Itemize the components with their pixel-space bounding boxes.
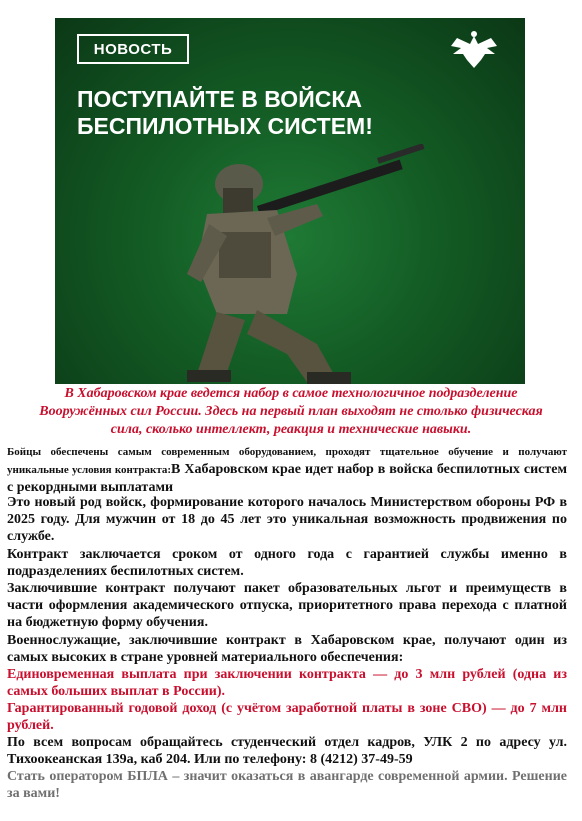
paragraph-annual-income: Гарантированный годовой доход (с учётом заработной платы в зоне СВО) — до 7 млн рублей.	[7, 701, 567, 733]
intro-large-text: В Хабаровском крае идет набор в войска беспилотных систем с рекордными выплатами	[7, 462, 567, 495]
intro-small-text: Бойцы обеспечены самым современным оборудованием, проходят тщательное обучение и получают уникальные условия контракта:	[7, 446, 567, 476]
lead-line-2: Вооружённых сил России. Здесь на первый план выходят не столько физическая	[39, 404, 543, 419]
paragraph-new-branch: Это новый род войск, формирование которого началось Министерством обороны РФ в 2025 году. Для мужчин от 18 до 45 лет это уникальная возможность продвижения по службе.	[7, 495, 567, 544]
lead-paragraph	[10, 385, 572, 439]
headline-line-1: ПОСТУПАЙТЕ В ВОЙСКА	[77, 86, 362, 112]
double-headed-eagle-icon	[447, 30, 501, 70]
poster-headline	[77, 86, 497, 140]
news-badge: НОВОСТЬ	[77, 34, 189, 64]
soldier-illustration	[147, 144, 447, 384]
paragraph-contract-term: Контракт заключается сроком от одного года с гарантией службы именно в подразделениях беспилотных систем.	[7, 547, 567, 579]
intro-paragraph	[7, 443, 567, 496]
paragraph-closing: Стать оператором БПЛА – значит оказаться в авангарде современной армии. Решение за вами!	[7, 769, 567, 801]
lead-line-1: В Хабаровском крае ведется набор в самое технологичное подразделение	[64, 386, 518, 401]
headline-line-2: БЕСПИЛОТНЫХ СИСТЕМ!	[77, 113, 373, 139]
paragraph-contact-info: По всем вопросам обращайтесь студенческий отдел кадров, УЛК 2 по адресу ул. Тихоокеанская 139а, каб 204. Или по телефону: 8 (4212) 37-49-59	[7, 735, 567, 767]
paragraph-education-benefits: Заключившие контракт получают пакет образовательных льгот и преимуществ в части оформления академического отпуска, приоритетного права перехода с платной на бюджетную форму обучения.	[7, 581, 567, 630]
lead-line-3: сила, сколько интеллект, реакция и технические навыки.	[110, 422, 472, 437]
recruitment-poster	[55, 18, 525, 384]
paragraph-financial-support: Военнослужащие, заключившие контракт в Хабаровском крае, получают один из самых высоких в стране уровней материального обеспечения:	[7, 633, 567, 665]
paragraph-one-time-payment: Единовременная выплата при заключении контракта — до 3 млн рублей (одна из самых больших выплат в России).	[7, 667, 567, 699]
